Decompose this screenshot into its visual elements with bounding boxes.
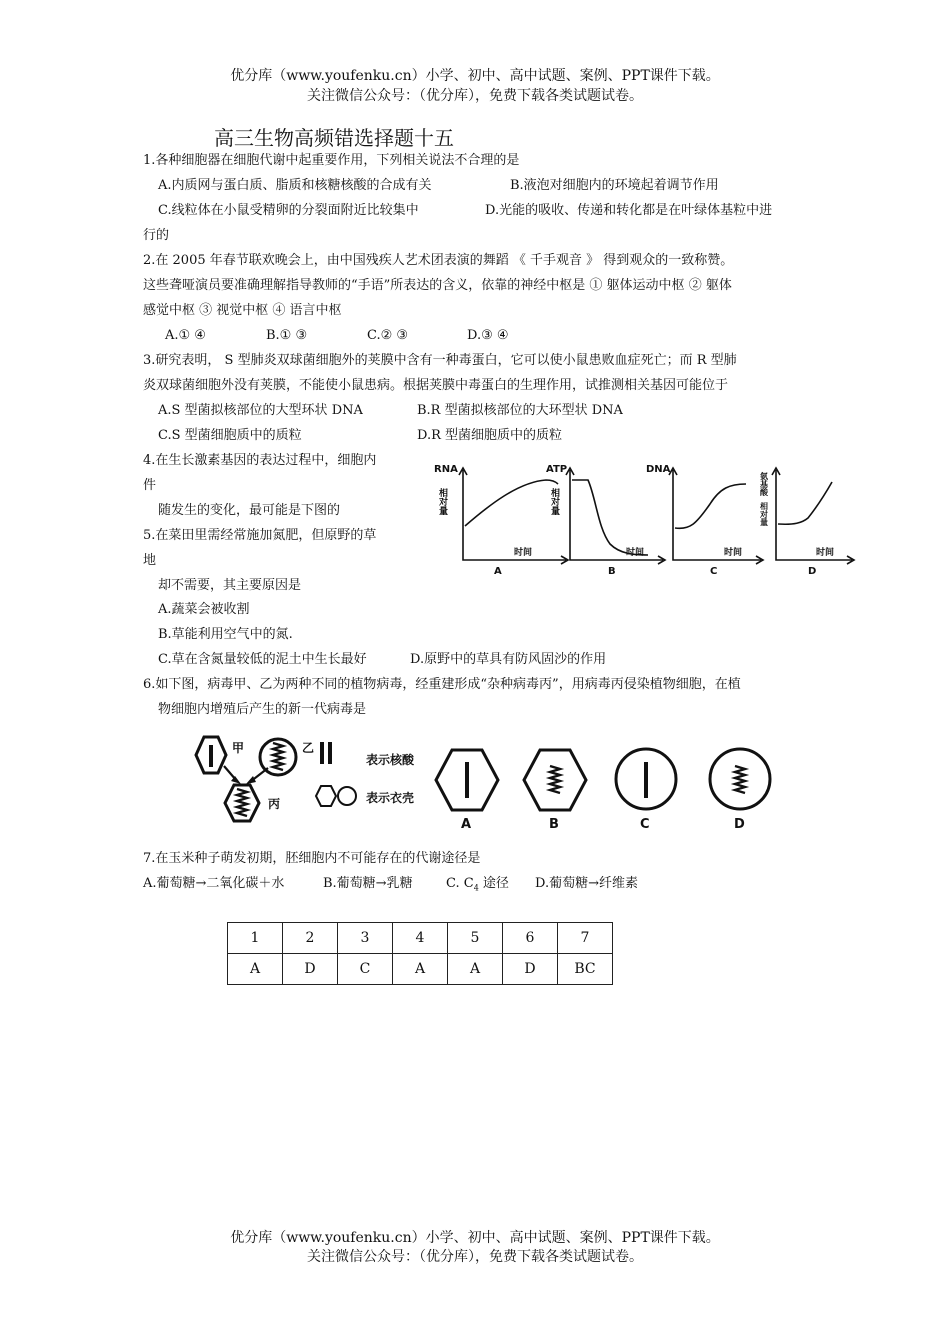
q2-option-c: C.② ③ bbox=[367, 328, 409, 343]
q3-option-c: C.S 型菌细胞质中的质粒 bbox=[158, 428, 302, 443]
graph-b-ysub: 相对量 bbox=[549, 488, 559, 515]
q6-virus-figure bbox=[190, 730, 790, 835]
q3-option-a: A.S 型菌拟核部位的大型环状 DNA bbox=[158, 403, 363, 418]
q5-line-2: 地 bbox=[143, 553, 157, 568]
q4-line-2: 件 bbox=[143, 478, 157, 493]
footer-line-2: 关注微信公众号：（优分库），免费下载各类试题试卷。 bbox=[307, 1249, 643, 1265]
virus-jia-nucleic-rod bbox=[209, 745, 213, 767]
answer-number: 3 bbox=[338, 923, 393, 954]
graph-b-axes bbox=[570, 470, 663, 560]
graph-b-letter: B bbox=[608, 566, 616, 576]
q2-option-d: D.③ ④ bbox=[467, 328, 509, 343]
q6-line-2: 物细胞内增殖后产生的新一代病毒是 bbox=[158, 702, 367, 717]
q2-line-3: 感觉中枢 ③ 视觉中枢 ④ 语言中枢 bbox=[143, 303, 342, 318]
answer-table bbox=[227, 922, 613, 985]
graph-a-curve bbox=[465, 480, 558, 526]
q7-option-a: A.葡萄糖→二氧化碳＋水 bbox=[143, 876, 285, 891]
graph-d-xlabel: 时间 bbox=[816, 548, 835, 558]
answer-key: D bbox=[283, 954, 338, 985]
answer-key: A bbox=[228, 954, 283, 985]
graph-b-curve bbox=[572, 480, 648, 555]
q3-option-d: D.R 型菌细胞质中的质粒 bbox=[417, 428, 563, 443]
q5-line-1: 5.在菜田里需经常施加氮肥，但原野的草 bbox=[143, 528, 377, 543]
graph-a-ysub: 相对量 bbox=[437, 488, 447, 515]
answer-key: BC bbox=[558, 954, 613, 985]
legend-rod-1 bbox=[320, 742, 324, 764]
answer-key: A bbox=[448, 954, 503, 985]
answer-key: A bbox=[393, 954, 448, 985]
graph-c-letter: C bbox=[710, 566, 718, 576]
q2-line-2: 这些聋哑演员要准确理解指导教师的“手语”所表达的含义，依靠的神经中枢是 ① 躯体运动中枢 ② 躯体 bbox=[143, 278, 732, 293]
virus-yi-nucleic-coil bbox=[273, 743, 283, 770]
graph-c-curve bbox=[675, 484, 746, 528]
graph-d-ysub: 相对量 bbox=[759, 502, 769, 526]
q7-option-d: D.葡萄糖→纤维素 bbox=[535, 876, 638, 891]
option-d-nucleic-coil bbox=[735, 766, 745, 793]
graph-b-ylabel: ATP bbox=[546, 464, 568, 475]
q1-option-d: D.光能的吸收、传递和转化都是在叶绿体基粒中进 bbox=[485, 203, 773, 218]
label-jia: 甲 bbox=[232, 741, 245, 755]
q5-option-d: D.原野中的草具有防风固沙的作用 bbox=[410, 652, 607, 667]
label-yi: 乙 bbox=[302, 741, 315, 755]
q1-option-d-cont: 行的 bbox=[143, 228, 170, 243]
q7-option-b: B.葡萄糖→乳糖 bbox=[323, 876, 413, 891]
option-d-letter: D bbox=[734, 817, 745, 832]
q4-graphs-figure bbox=[428, 458, 868, 576]
q1-option-c: C.线粒体在小鼠受精卵的分裂面附近比较集中 bbox=[158, 203, 419, 218]
q1-option-b: B.液泡对细胞内的环境起着调节作用 bbox=[510, 178, 719, 193]
footer-line-1: 优分库（www.youfenku.cn）小学、初中、高中试题、案例、PPT课件下载。 bbox=[230, 1230, 720, 1246]
answer-number: 7 bbox=[558, 923, 613, 954]
answer-key-row bbox=[228, 954, 613, 985]
q3-line-1: 3.研究表明， S 型肺炎双球菌细胞外的荚膜中含有一种毒蛋白，它可以使小鼠患败血症死亡；而 R 型肺 bbox=[143, 353, 737, 368]
answer-number: 5 bbox=[448, 923, 503, 954]
option-b-nucleic-coil bbox=[550, 766, 560, 793]
answer-number: 6 bbox=[503, 923, 558, 954]
q2-option-b: B.① ③ bbox=[266, 328, 308, 343]
q5-line-3: 却不需要，其主要原因是 bbox=[158, 578, 302, 593]
graph-d-axes bbox=[776, 470, 852, 560]
legend-nucleic-text: 表示核酸 bbox=[366, 753, 415, 767]
q3-line-2: 炎双球菌细胞外没有荚膜，不能使小鼠患病。根据荚膜中毒蛋白的生理作用，试推测相关基因可能位于 bbox=[143, 378, 729, 393]
q2-line-1: 2.在 2005 年春节联欢晚会上，由中国残疾人艺术团表演的舞蹈 《 千手观音 》 得到观众的一致称赞。 bbox=[143, 253, 734, 268]
graph-a-xlabel: 时间 bbox=[514, 548, 533, 558]
q4-line-3: 随发生的变化，最可能是下图的 bbox=[158, 503, 341, 518]
q1-option-a: A.内质网与蛋白质、脂质和核糖核酸的合成有关 bbox=[158, 178, 432, 193]
virus-bing-nucleic-coil bbox=[237, 789, 247, 816]
page-title: 高三生物高频错选择题十五 bbox=[214, 126, 454, 150]
graph-b-xlabel: 时间 bbox=[626, 548, 645, 558]
graph-d-curve bbox=[778, 482, 832, 524]
legend-rod-2 bbox=[328, 742, 332, 764]
q5-option-c: C.草在含氮量较低的泥土中生长最好 bbox=[158, 652, 367, 667]
legend-capsid-text: 表示衣壳 bbox=[366, 791, 415, 805]
graph-c-xlabel: 时间 bbox=[724, 548, 743, 558]
q1-stem: 1.各种细胞器在细胞代谢中起重要作用，下列相关说法不合理的是 bbox=[143, 153, 520, 168]
option-b-letter: B bbox=[549, 817, 559, 832]
q3-option-b: B.R 型菌拟核部位的大环型状 DNA bbox=[417, 403, 623, 418]
graph-d-letter: D bbox=[808, 566, 817, 576]
answer-number-row bbox=[228, 923, 613, 954]
option-a-letter: A bbox=[461, 817, 472, 832]
header-line-2: 关注微信公众号：（优分库），免费下载各类试题试卷。 bbox=[307, 88, 643, 104]
q2-option-a: A.① ④ bbox=[165, 328, 206, 343]
answer-key: C bbox=[338, 954, 393, 985]
option-c-letter: C bbox=[640, 817, 650, 832]
answer-number: 2 bbox=[283, 923, 338, 954]
answer-number: 1 bbox=[228, 923, 283, 954]
option-c-nucleic-rod bbox=[644, 762, 648, 798]
graph-a-letter: A bbox=[494, 566, 502, 576]
q7-stem: 7.在玉米种子萌发初期，胚细胞内不可能存在的代谢途径是 bbox=[143, 851, 481, 866]
graph-c-ylabel: DNA bbox=[646, 464, 671, 475]
answer-key: D bbox=[503, 954, 558, 985]
answer-number: 4 bbox=[393, 923, 448, 954]
option-a-nucleic-rod bbox=[465, 762, 469, 798]
header-line-1: 优分库（www.youfenku.cn）小学、初中、高中试题、案例、PPT课件下载。 bbox=[230, 68, 720, 84]
q5-option-a: A.蔬菜会被收割 bbox=[158, 602, 250, 617]
label-bing: 丙 bbox=[268, 797, 281, 811]
graph-a-ylabel: RNA bbox=[434, 464, 458, 475]
q7-option-c: C. $C_4$ 途径 bbox=[446, 876, 509, 893]
q5-option-b: B.草能利用空气中的氮. bbox=[158, 627, 293, 642]
q4-line-1: 4.在生长激素基因的表达过程中，细胞内 bbox=[143, 453, 377, 468]
graph-c-axes bbox=[673, 470, 761, 560]
q6-line-1: 6.如下图，病毒甲、乙为两种不同的植物病毒，经重建形成“杂种病毒丙”，用病毒丙侵染植物细胞，在植 bbox=[143, 677, 741, 692]
legend-circle bbox=[338, 787, 356, 805]
legend-hexagon bbox=[316, 786, 336, 806]
graph-d-ylabel: 氨基酸 bbox=[759, 472, 769, 496]
